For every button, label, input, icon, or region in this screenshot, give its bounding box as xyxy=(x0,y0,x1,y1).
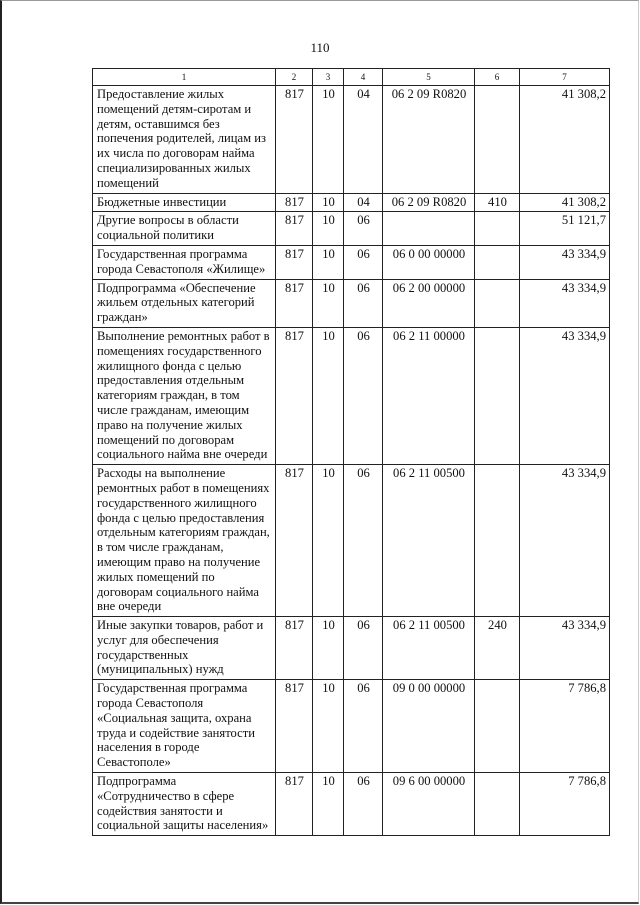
row-section-code-cell: 10 xyxy=(313,86,344,194)
table-row xyxy=(93,617,610,680)
row-target-article-cell: 06 2 11 00000 xyxy=(383,327,475,464)
row-dept-code-cell: 817 xyxy=(276,279,313,327)
row-name-cell: Другие вопросы в области социальной политики xyxy=(93,212,276,246)
row-dept-code-cell: 817 xyxy=(276,617,313,680)
row-target-article-cell: 06 0 00 00000 xyxy=(383,245,475,279)
row-name-cell: Подпрограмма «Сотрудничество в сфере содействия занятости и социальной защиты населения» xyxy=(93,773,276,836)
row-section-code-cell: 10 xyxy=(313,773,344,836)
row-section-code-cell: 10 xyxy=(313,617,344,680)
row-dept-code-cell: 817 xyxy=(276,680,313,773)
row-name-cell: Выполнение ремонтных работ в помещениях государственного жилищного фонда с целью предоставления отдельным категориям граждан, в том числе гражданам, имеющим право на получение жилых помещений по договорам социального найма вне очереди xyxy=(93,327,276,464)
row-name-cell: Бюджетные инвестиции xyxy=(93,193,276,212)
column-header: 7 xyxy=(520,69,610,86)
row-amount-cell: 43 334,9 xyxy=(520,465,610,617)
table-row xyxy=(93,245,610,279)
row-name-cell: Государственная программа города Севастополя «Социальная защита, охрана труда и содействие занятости населения в городе Севастополе» xyxy=(93,680,276,773)
row-expense-type-cell xyxy=(475,279,520,327)
page-number: 110 xyxy=(310,40,330,55)
row-target-article-cell: 06 2 09 R0820 xyxy=(383,86,475,194)
row-subsection-code-cell: 06 xyxy=(344,617,383,680)
row-dept-code-cell: 817 xyxy=(276,212,313,246)
row-subsection-code-cell: 06 xyxy=(344,327,383,464)
row-target-article-cell xyxy=(383,212,475,246)
table-row xyxy=(93,773,610,836)
row-section-code-cell: 10 xyxy=(313,465,344,617)
row-subsection-code-cell: 06 xyxy=(344,773,383,836)
row-subsection-code-cell: 06 xyxy=(344,680,383,773)
row-section-code-cell: 10 xyxy=(313,680,344,773)
row-subsection-code-cell: 04 xyxy=(344,193,383,212)
row-target-article-cell: 06 2 00 00000 xyxy=(383,279,475,327)
row-subsection-code-cell: 06 xyxy=(344,245,383,279)
row-amount-cell: 43 334,9 xyxy=(520,279,610,327)
row-section-code-cell: 10 xyxy=(313,279,344,327)
row-section-code-cell: 10 xyxy=(313,212,344,246)
column-header: 3 xyxy=(313,69,344,86)
row-target-article-cell: 09 0 00 00000 xyxy=(383,680,475,773)
column-header: 6 xyxy=(475,69,520,86)
row-section-code-cell: 10 xyxy=(313,245,344,279)
row-dept-code-cell: 817 xyxy=(276,86,313,194)
row-expense-type-cell xyxy=(475,465,520,617)
row-dept-code-cell: 817 xyxy=(276,245,313,279)
row-subsection-code-cell: 06 xyxy=(344,465,383,617)
row-amount-cell: 51 121,7 xyxy=(520,212,610,246)
row-amount-cell: 43 334,9 xyxy=(520,617,610,680)
budget-table xyxy=(92,68,610,836)
table-row xyxy=(93,680,610,773)
table-row xyxy=(93,465,610,617)
row-dept-code-cell: 817 xyxy=(276,465,313,617)
row-target-article-cell: 09 6 00 00000 xyxy=(383,773,475,836)
row-expense-type-cell xyxy=(475,86,520,194)
table-row xyxy=(93,86,610,194)
table-row xyxy=(93,193,610,212)
row-subsection-code-cell: 04 xyxy=(344,86,383,194)
row-name-cell: Предоставление жилых помещений детям-сиротам и детям, оставшимся без попечения родителей, лицам из их числа по договорам найма специализированных жилых помещений xyxy=(93,86,276,194)
row-amount-cell: 7 786,8 xyxy=(520,773,610,836)
column-header: 2 xyxy=(276,69,313,86)
row-dept-code-cell: 817 xyxy=(276,327,313,464)
table-row xyxy=(93,279,610,327)
row-name-cell: Расходы на выполнение ремонтных работ в помещениях государственного жилищного фонда с целью предоставления отдельным категориям граждан, в том числе гражданам, имеющим право на получение жилых помещений по договорам социального найма вне очереди xyxy=(93,465,276,617)
row-target-article-cell: 06 2 11 00500 xyxy=(383,465,475,617)
row-expense-type-cell: 240 xyxy=(475,617,520,680)
row-expense-type-cell xyxy=(475,773,520,836)
row-dept-code-cell: 817 xyxy=(276,773,313,836)
row-amount-cell: 43 334,9 xyxy=(520,327,610,464)
row-target-article-cell: 06 2 09 R0820 xyxy=(383,193,475,212)
table-row xyxy=(93,212,610,246)
row-amount-cell: 7 786,8 xyxy=(520,680,610,773)
column-header: 4 xyxy=(344,69,383,86)
row-amount-cell: 41 308,2 xyxy=(520,86,610,194)
row-section-code-cell: 10 xyxy=(313,193,344,212)
row-expense-type-cell xyxy=(475,245,520,279)
row-amount-cell: 43 334,9 xyxy=(520,245,610,279)
row-name-cell: Государственная программа города Севастополя «Жилище» xyxy=(93,245,276,279)
row-section-code-cell: 10 xyxy=(313,327,344,464)
row-subsection-code-cell: 06 xyxy=(344,212,383,246)
row-name-cell: Подпрограмма «Обеспечение жильем отдельных категорий граждан» xyxy=(93,279,276,327)
row-target-article-cell: 06 2 11 00500 xyxy=(383,617,475,680)
table-header-row xyxy=(93,69,610,86)
row-expense-type-cell xyxy=(475,212,520,246)
column-header: 1 xyxy=(93,69,276,86)
row-dept-code-cell: 817 xyxy=(276,193,313,212)
row-expense-type-cell xyxy=(475,327,520,464)
row-subsection-code-cell: 06 xyxy=(344,279,383,327)
row-expense-type-cell xyxy=(475,680,520,773)
column-header: 5 xyxy=(383,69,475,86)
row-amount-cell: 41 308,2 xyxy=(520,193,610,212)
table-row xyxy=(93,327,610,464)
row-name-cell: Иные закупки товаров, работ и услуг для обеспечения государственных (муниципальных) нужд xyxy=(93,617,276,680)
row-expense-type-cell: 410 xyxy=(475,193,520,212)
